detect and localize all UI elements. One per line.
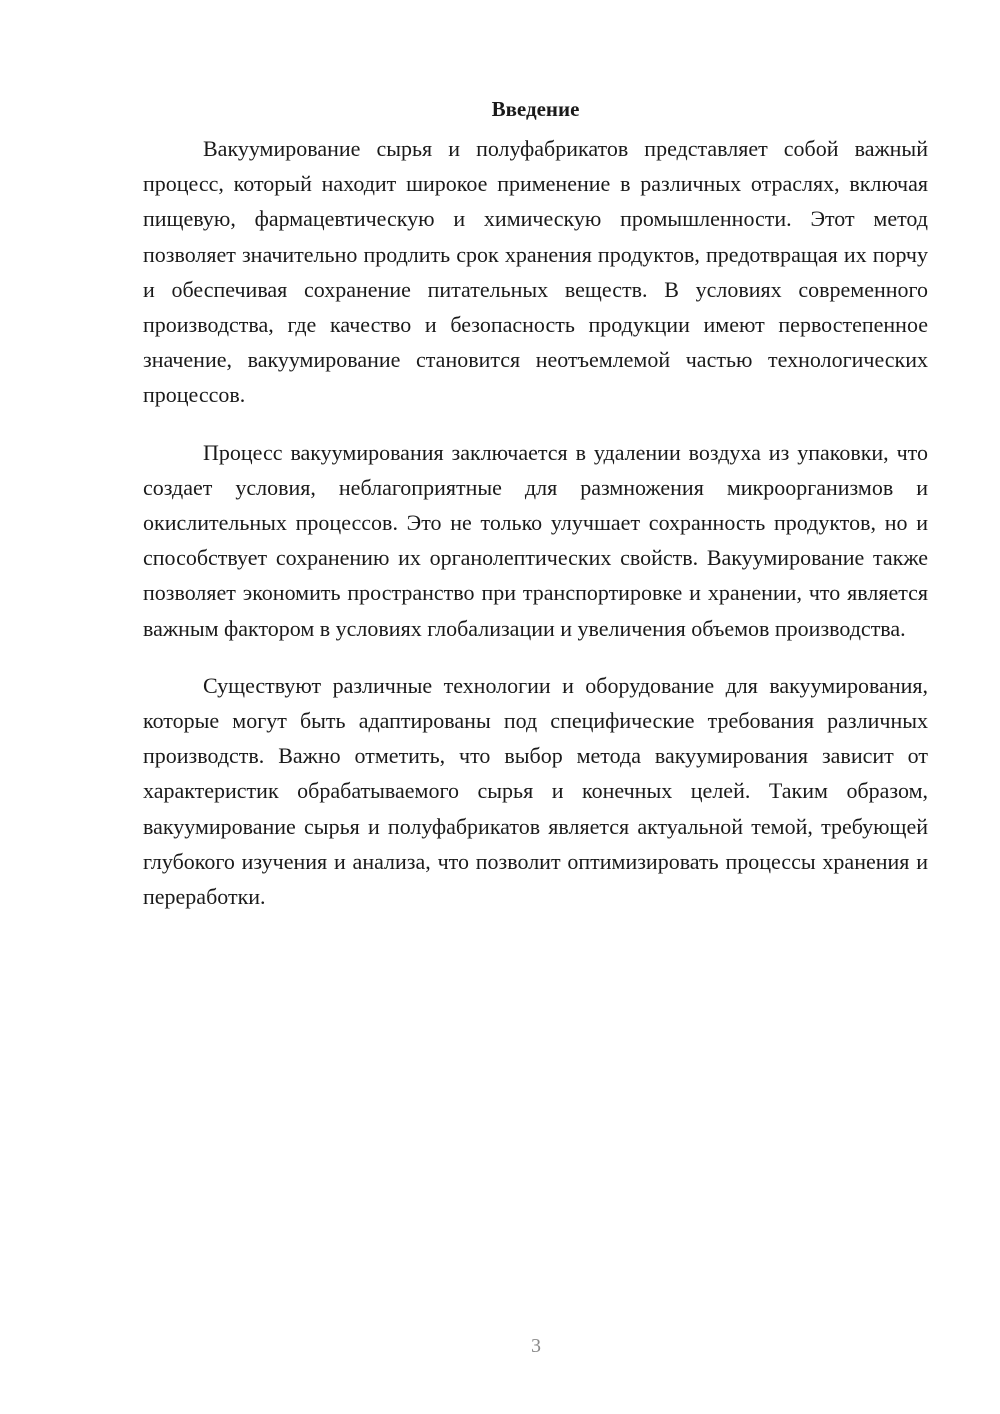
- paragraph-2: Процесс вакуумирования заключается в удалении воздуха из упаковки, что создает условия, неблагоприятные для размножения микроорганизмов и окислительных процессов. Это не только улучшает сохранность продуктов, но и способствует сохранению их органолептических свойств. Вакуумирование также позволяет экономить пространство при транспортировке и хранении, что является важным фактором в условиях глобализации и увеличения объемов производства.: [143, 439, 928, 641]
- section-title: Введение: [491, 97, 580, 121]
- paragraph-3: Существуют различные технологии и оборудование для вакуумирования, которые могут быть адаптированы под специфические требования различных производств. Важно отметить, что выбор метода вакуумирования зависит от характеристик обрабатываемого сырья и конечных целей. Таким образом, вакуумирование сырья и полуфабрикатов является актуальной темой, требующей глубокого изучения и анализа, что позволит оптимизировать процессы хранения и переработки.: [143, 672, 928, 910]
- paragraph-1: Вакуумирование сырья и полуфабрикатов представляет собой важный процесс, который находит широкое применение в различных отраслях, включая пищевую, фармацевтическую и химическую промышленности. Этот метод позволяет значительно продлить срок хранения продуктов, предотвращая их порчу и обеспечивая сохранение питательных веществ. В условиях современного производства, где качество и безопасность продукции имеют первостепенное значение, вакуумирование становится неотъемлемой частью технологических процессов.: [143, 136, 928, 408]
- page-number: 3: [531, 1335, 541, 1357]
- page-content: [143, 92, 928, 936]
